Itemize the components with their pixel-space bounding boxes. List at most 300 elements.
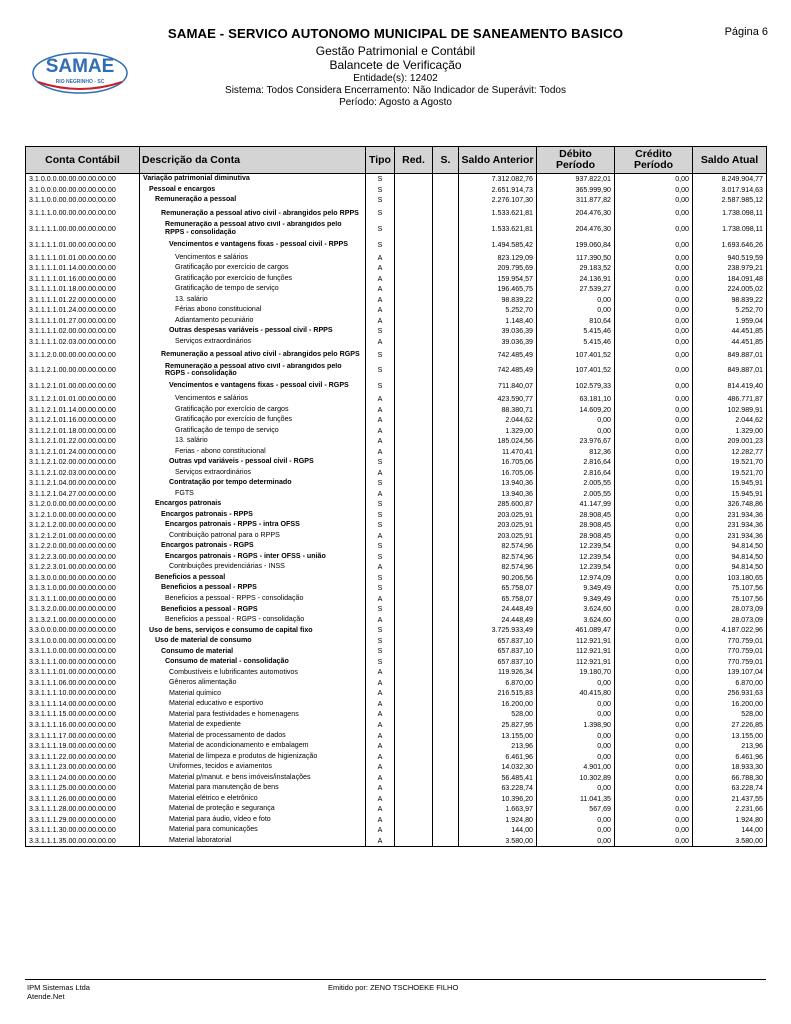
previous-balance: 5.252,70 xyxy=(459,305,537,316)
debit-value: 812,36 xyxy=(537,446,615,457)
account-type: A xyxy=(366,263,395,274)
footer-company-name: IPM Sistemas Ltda xyxy=(27,983,90,992)
table-row xyxy=(26,394,767,405)
debit-value: 107.401,52 xyxy=(537,347,615,363)
credit-value: 0,00 xyxy=(615,762,693,773)
s-cell xyxy=(433,315,459,326)
credit-value: 0,00 xyxy=(615,562,693,573)
account-type: S xyxy=(366,457,395,468)
account-description: Contratação por tempo determinado xyxy=(140,478,366,489)
report-subtitle-2: Balancete de Verificação xyxy=(329,58,462,72)
debit-value: 12.974,09 xyxy=(537,573,615,584)
table-row xyxy=(26,709,767,720)
credit-value: 0,00 xyxy=(615,378,693,394)
s-cell xyxy=(433,294,459,305)
debit-value: 2.005,55 xyxy=(537,478,615,489)
account-code: 3.1.1.2.1.02.00.00.00.00.00 xyxy=(26,457,140,468)
current-balance: 326.748,86 xyxy=(693,499,767,510)
col-account: Conta Contábil xyxy=(26,147,140,174)
red-cell xyxy=(395,206,433,222)
account-code: 3.3.1.1.1.28.00.00.00.00.00 xyxy=(26,804,140,815)
previous-balance: 203.025,91 xyxy=(459,520,537,531)
debit-value: 567,69 xyxy=(537,804,615,815)
account-description: Material para áudio, vídeo e foto xyxy=(140,814,366,825)
table-row xyxy=(26,446,767,457)
current-balance: 1.329,00 xyxy=(693,425,767,436)
s-cell xyxy=(433,363,459,379)
table-row xyxy=(26,678,767,689)
red-cell xyxy=(395,252,433,263)
account-type: S xyxy=(366,520,395,531)
credit-value: 0,00 xyxy=(615,636,693,647)
red-cell xyxy=(395,793,433,804)
s-cell xyxy=(433,174,459,185)
s-cell xyxy=(433,378,459,394)
s-cell xyxy=(433,446,459,457)
table-header-row xyxy=(26,147,767,174)
s-cell xyxy=(433,541,459,552)
account-code: 3.1.1.0.0.00.00.00.00.00.00 xyxy=(26,195,140,206)
s-cell xyxy=(433,594,459,605)
account-description: Combustíveis e lubrificantes automotivos xyxy=(140,667,366,678)
account-type: S xyxy=(366,195,395,206)
previous-balance: 2.276.107,30 xyxy=(459,195,537,206)
previous-balance: 63.228,74 xyxy=(459,783,537,794)
credit-value: 0,00 xyxy=(615,467,693,478)
account-code: 3.1.3.1.0.00.00.00.00.00.00 xyxy=(26,583,140,594)
previous-balance: 16.200,00 xyxy=(459,699,537,710)
account-description: Adiantamento pecuniário xyxy=(140,315,366,326)
account-description: Ferias - abono constitucional xyxy=(140,446,366,457)
previous-balance: 88.380,71 xyxy=(459,404,537,415)
s-cell xyxy=(433,604,459,615)
account-type: S xyxy=(366,347,395,363)
current-balance: 770.759,01 xyxy=(693,657,767,668)
account-type: S xyxy=(366,478,395,489)
col-credit: Crédito Período xyxy=(615,147,693,174)
previous-balance: 24.448,49 xyxy=(459,615,537,626)
current-balance: 256.931,63 xyxy=(693,688,767,699)
account-code: 3.1.1.2.1.04.00.00.00.00.00 xyxy=(26,478,140,489)
s-cell xyxy=(433,793,459,804)
previous-balance: 185.024,56 xyxy=(459,436,537,447)
current-balance: 2.587.985,12 xyxy=(693,195,767,206)
previous-balance: 1.329,00 xyxy=(459,425,537,436)
table-row xyxy=(26,541,767,552)
red-cell xyxy=(395,509,433,520)
account-type: A xyxy=(366,667,395,678)
account-type: A xyxy=(366,467,395,478)
current-balance: 8.249.904,77 xyxy=(693,174,767,185)
account-code: 3.1.3.2.1.00.00.00.00.00.00 xyxy=(26,615,140,626)
red-cell xyxy=(395,783,433,794)
current-balance: 224.005,02 xyxy=(693,284,767,295)
account-code: 3.1.2.1.2.01.00.00.00.00.00 xyxy=(26,530,140,541)
credit-value: 0,00 xyxy=(615,720,693,731)
period-line: Período: Agosto a Agosto xyxy=(339,97,452,108)
debit-value: 365.999,90 xyxy=(537,185,615,196)
previous-balance: 82.574,96 xyxy=(459,541,537,552)
s-cell xyxy=(433,237,459,253)
s-cell xyxy=(433,551,459,562)
credit-value: 0,00 xyxy=(615,509,693,520)
current-balance: 3.580,00 xyxy=(693,835,767,846)
s-cell xyxy=(433,206,459,222)
previous-balance: 65.758,07 xyxy=(459,583,537,594)
s-cell xyxy=(433,404,459,415)
account-code: 3.3.1.1.1.22.00.00.00.00.00 xyxy=(26,751,140,762)
previous-balance: 25.827,95 xyxy=(459,720,537,731)
credit-value: 0,00 xyxy=(615,741,693,752)
account-description: Pessoal e encargos xyxy=(140,185,366,196)
account-code: 3.3.1.1.1.26.00.00.00.00.00 xyxy=(26,793,140,804)
account-code: 3.1.1.1.1.00.00.00.00.00.00 xyxy=(26,221,140,237)
current-balance: 1.693.646,26 xyxy=(693,237,767,253)
current-balance: 486.771,87 xyxy=(693,394,767,405)
current-balance: 1.924,80 xyxy=(693,814,767,825)
account-description: Remuneração a pessoal ativo civil - abrangidos pelo RGPS - consolidação xyxy=(140,363,366,379)
account-code: 3.1.1.2.0.00.00.00.00.00.00 xyxy=(26,347,140,363)
table-row xyxy=(26,237,767,253)
account-type: A xyxy=(366,772,395,783)
account-code: 3.3.1.0.0.00.00.00.00.00.00 xyxy=(26,636,140,647)
credit-value: 0,00 xyxy=(615,252,693,263)
account-description: Gratificação por exercício de cargos xyxy=(140,404,366,415)
footer-divider xyxy=(25,979,766,980)
table-row xyxy=(26,688,767,699)
account-code: 3.1.1.1.1.01.14.00.00.00.00 xyxy=(26,263,140,274)
account-description: Uso de material de consumo xyxy=(140,636,366,647)
red-cell xyxy=(395,762,433,773)
account-code: 3.3.1.1.1.10.00.00.00.00.00 xyxy=(26,688,140,699)
red-cell xyxy=(395,657,433,668)
account-type: A xyxy=(366,751,395,762)
table-row xyxy=(26,436,767,447)
current-balance: 5.252,70 xyxy=(693,305,767,316)
debit-value: 3.624,60 xyxy=(537,604,615,615)
table-row xyxy=(26,583,767,594)
account-code: 3.1.3.0.0.00.00.00.00.00.00 xyxy=(26,573,140,584)
account-code: 3.1.2.1.0.00.00.00.00.00.00 xyxy=(26,509,140,520)
account-description: Vencimentos e salários xyxy=(140,394,366,405)
credit-value: 0,00 xyxy=(615,804,693,815)
debit-value: 2.816,64 xyxy=(537,457,615,468)
account-type: S xyxy=(366,326,395,337)
debit-value: 102.579,33 xyxy=(537,378,615,394)
previous-balance: 82.574,96 xyxy=(459,562,537,573)
account-type: A xyxy=(366,825,395,836)
table-row xyxy=(26,625,767,636)
account-code: 3.1.1.2.1.01.22.00.00.00.00 xyxy=(26,436,140,447)
account-type: A xyxy=(366,315,395,326)
s-cell xyxy=(433,347,459,363)
debit-value: 199.060,84 xyxy=(537,237,615,253)
table-row xyxy=(26,646,767,657)
red-cell xyxy=(395,667,433,678)
account-type: S xyxy=(366,499,395,510)
debit-value: 9.349,49 xyxy=(537,594,615,605)
table-row xyxy=(26,530,767,541)
red-cell xyxy=(395,415,433,426)
credit-value: 0,00 xyxy=(615,520,693,531)
account-code: 3.3.1.1.1.35.00.00.00.00.00 xyxy=(26,835,140,846)
credit-value: 0,00 xyxy=(615,814,693,825)
previous-balance: 24.448,49 xyxy=(459,604,537,615)
account-description: Gratificação por exercício de cargos xyxy=(140,263,366,274)
previous-balance: 1.924,80 xyxy=(459,814,537,825)
s-cell xyxy=(433,751,459,762)
current-balance: 770.759,01 xyxy=(693,636,767,647)
credit-value: 0,00 xyxy=(615,625,693,636)
red-cell xyxy=(395,615,433,626)
red-cell xyxy=(395,551,433,562)
debit-value: 0,00 xyxy=(537,783,615,794)
account-code: 3.1.2.2.3.01.00.00.00.00.00 xyxy=(26,562,140,573)
account-code: 3.1.1.1.1.01.01.00.00.00.00 xyxy=(26,252,140,263)
credit-value: 0,00 xyxy=(615,457,693,468)
current-balance: 770.759,01 xyxy=(693,646,767,657)
s-cell xyxy=(433,273,459,284)
table-row xyxy=(26,804,767,815)
credit-value: 0,00 xyxy=(615,446,693,457)
col-debit: Débito Período xyxy=(537,147,615,174)
account-type: S xyxy=(366,509,395,520)
previous-balance: 196.465,75 xyxy=(459,284,537,295)
debit-value: 3.624,60 xyxy=(537,615,615,626)
account-type: A xyxy=(366,804,395,815)
account-code: 3.3.1.1.1.01.00.00.00.00.00 xyxy=(26,667,140,678)
table-row xyxy=(26,263,767,274)
s-cell xyxy=(433,646,459,657)
debit-value: 4.901,00 xyxy=(537,762,615,773)
current-balance: 103.180,65 xyxy=(693,573,767,584)
account-code: 3.1.1.1.1.01.24.00.00.00.00 xyxy=(26,305,140,316)
credit-value: 0,00 xyxy=(615,678,693,689)
account-description: Serviços extraordinários xyxy=(140,336,366,347)
red-cell xyxy=(395,294,433,305)
s-cell xyxy=(433,709,459,720)
previous-balance: 6.870,00 xyxy=(459,678,537,689)
credit-value: 0,00 xyxy=(615,583,693,594)
red-cell xyxy=(395,741,433,752)
footer-company xyxy=(27,983,90,1001)
credit-value: 0,00 xyxy=(615,263,693,274)
s-cell xyxy=(433,573,459,584)
account-description: Beneficios a pessoal - RPPS xyxy=(140,583,366,594)
account-code: 3.1.1.2.1.04.27.00.00.00.00 xyxy=(26,488,140,499)
account-code: 3.1.2.0.0.00.00.00.00.00.00 xyxy=(26,499,140,510)
account-type: S xyxy=(366,646,395,657)
account-description: Beneficios a pessoal xyxy=(140,573,366,584)
account-code: 3.1.1.2.1.01.16.00.00.00.00 xyxy=(26,415,140,426)
previous-balance: 2.651.914,73 xyxy=(459,185,537,196)
account-description: Material de limpeza e produtos de higienização xyxy=(140,751,366,762)
account-description: Uso de bens, serviços e consumo de capital fixo xyxy=(140,625,366,636)
account-type: A xyxy=(366,425,395,436)
account-description: Encargos patronais - RGPS - inter OFSS - união xyxy=(140,551,366,562)
debit-value: 117.390,50 xyxy=(537,252,615,263)
current-balance: 1.959,04 xyxy=(693,315,767,326)
logo-text: SAMAE xyxy=(45,56,115,77)
current-balance: 18.933,30 xyxy=(693,762,767,773)
previous-balance: 90.206,56 xyxy=(459,573,537,584)
s-cell xyxy=(433,720,459,731)
account-code: 3.3.1.1.0.00.00.00.00.00.00 xyxy=(26,646,140,657)
table-row xyxy=(26,467,767,478)
account-type: S xyxy=(366,378,395,394)
debit-value: 24.136,91 xyxy=(537,273,615,284)
table-row xyxy=(26,657,767,668)
account-description: Variação patrimonial diminutiva xyxy=(140,174,366,185)
account-code: 3.3.1.1.1.14.00.00.00.00.00 xyxy=(26,699,140,710)
debit-value: 810,64 xyxy=(537,315,615,326)
previous-balance: 657.837,10 xyxy=(459,636,537,647)
system-line: Sistema: Todos Considera Encerramento: Não Indicador de Superávit: Todos xyxy=(225,85,566,96)
previous-balance: 213,96 xyxy=(459,741,537,752)
current-balance: 44.451,85 xyxy=(693,326,767,337)
current-balance: 2.231,66 xyxy=(693,804,767,815)
current-balance: 27.226,85 xyxy=(693,720,767,731)
current-balance: 16.200,00 xyxy=(693,699,767,710)
previous-balance: 39.036,39 xyxy=(459,336,537,347)
current-balance: 213,96 xyxy=(693,741,767,752)
credit-value: 0,00 xyxy=(615,646,693,657)
s-cell xyxy=(433,688,459,699)
account-type: S xyxy=(366,573,395,584)
previous-balance: 65.758,07 xyxy=(459,594,537,605)
s-cell xyxy=(433,636,459,647)
table-row xyxy=(26,699,767,710)
table-row xyxy=(26,425,767,436)
red-cell xyxy=(395,467,433,478)
account-description: Encargos patronais - RGPS xyxy=(140,541,366,552)
red-cell xyxy=(395,488,433,499)
account-type: A xyxy=(366,814,395,825)
account-type: A xyxy=(366,404,395,415)
entity-line: Entidade(s): 12402 xyxy=(353,73,438,84)
account-code: 3.3.1.1.1.24.00.00.00.00.00 xyxy=(26,772,140,783)
logo-subtext: RIO NEGRINHO - SC xyxy=(55,79,105,85)
account-code: 3.1.1.2.1.01.01.00.00.00.00 xyxy=(26,394,140,405)
current-balance: 21.437,55 xyxy=(693,793,767,804)
account-type: A xyxy=(366,835,395,846)
s-cell xyxy=(433,252,459,263)
credit-value: 0,00 xyxy=(615,699,693,710)
s-cell xyxy=(433,699,459,710)
account-description: Consumo de material xyxy=(140,646,366,657)
s-cell xyxy=(433,509,459,520)
credit-value: 0,00 xyxy=(615,488,693,499)
account-description: Outras despesas variáveis - pessoal civil - RPPS xyxy=(140,326,366,337)
account-code: 3.1.1.2.1.01.24.00.00.00.00 xyxy=(26,446,140,457)
previous-balance: 823.129,09 xyxy=(459,252,537,263)
previous-balance: 3.580,00 xyxy=(459,835,537,846)
s-cell xyxy=(433,415,459,426)
account-description: Material laboratorial xyxy=(140,835,366,846)
s-cell xyxy=(433,741,459,752)
red-cell xyxy=(395,678,433,689)
credit-value: 0,00 xyxy=(615,237,693,253)
red-cell xyxy=(395,541,433,552)
red-cell xyxy=(395,499,433,510)
debit-value: 23.976,67 xyxy=(537,436,615,447)
account-code: 3.1.1.1.1.01.27.00.00.00.00 xyxy=(26,315,140,326)
account-code: 3.1.3.1.1.00.00.00.00.00.00 xyxy=(26,594,140,605)
account-type: S xyxy=(366,551,395,562)
debit-value: 12.239,54 xyxy=(537,562,615,573)
previous-balance: 1.533.621,81 xyxy=(459,206,537,222)
previous-balance: 1.494.585,42 xyxy=(459,237,537,253)
table-row xyxy=(26,762,767,773)
s-cell xyxy=(433,825,459,836)
s-cell xyxy=(433,772,459,783)
current-balance: 19.521,70 xyxy=(693,457,767,468)
previous-balance: 39.036,39 xyxy=(459,326,537,337)
current-balance: 1.738.098,11 xyxy=(693,206,767,222)
account-description: 13. salário xyxy=(140,294,366,305)
debit-value: 9.349,49 xyxy=(537,583,615,594)
red-cell xyxy=(395,636,433,647)
account-type: S xyxy=(366,363,395,379)
current-balance: 12.282,77 xyxy=(693,446,767,457)
account-description: Vencimentos e salários xyxy=(140,252,366,263)
debit-value: 204.476,30 xyxy=(537,206,615,222)
red-cell xyxy=(395,326,433,337)
s-cell xyxy=(433,394,459,405)
current-balance: 231.934,36 xyxy=(693,520,767,531)
s-cell xyxy=(433,615,459,626)
current-balance: 94.814,50 xyxy=(693,551,767,562)
account-type: A xyxy=(366,762,395,773)
debit-value: 63.181,10 xyxy=(537,394,615,405)
account-type: A xyxy=(366,446,395,457)
table-row xyxy=(26,615,767,626)
account-code: 3.1.0.0.0.00.00.00.00.00.00 xyxy=(26,185,140,196)
table-row xyxy=(26,772,767,783)
account-code: 3.1.2.1.2.00.00.00.00.00.00 xyxy=(26,520,140,531)
credit-value: 0,00 xyxy=(615,326,693,337)
s-cell xyxy=(433,804,459,815)
account-code: 3.1.1.1.1.01.18.00.00.00.00 xyxy=(26,284,140,295)
credit-value: 0,00 xyxy=(615,478,693,489)
account-description: Material elétrico e eletrônico xyxy=(140,793,366,804)
table-row xyxy=(26,825,767,836)
table-row xyxy=(26,520,767,531)
red-cell xyxy=(395,263,433,274)
account-description: Vencimentos e vantagens fixas - pessoal civil - RGPS xyxy=(140,378,366,394)
account-description: Vencimentos e vantagens fixas - pessoal civil - RPPS xyxy=(140,237,366,253)
account-type: A xyxy=(366,530,395,541)
credit-value: 0,00 xyxy=(615,688,693,699)
s-cell xyxy=(433,520,459,531)
debit-value: 41.147,99 xyxy=(537,499,615,510)
account-type: A xyxy=(366,436,395,447)
s-cell xyxy=(433,305,459,316)
account-code: 3.3.1.1.1.16.00.00.00.00.00 xyxy=(26,720,140,731)
current-balance: 184.091,48 xyxy=(693,273,767,284)
debit-value: 112.921,91 xyxy=(537,657,615,668)
red-cell xyxy=(395,425,433,436)
debit-value: 204.476,30 xyxy=(537,221,615,237)
account-code: 3.3.0.0.0.00.00.00.00.00.00 xyxy=(26,625,140,636)
table-row xyxy=(26,273,767,284)
s-cell xyxy=(433,185,459,196)
account-type: A xyxy=(366,688,395,699)
account-type: A xyxy=(366,615,395,626)
debit-value: 461.089,47 xyxy=(537,625,615,636)
previous-balance: 657.837,10 xyxy=(459,657,537,668)
red-cell xyxy=(395,835,433,846)
